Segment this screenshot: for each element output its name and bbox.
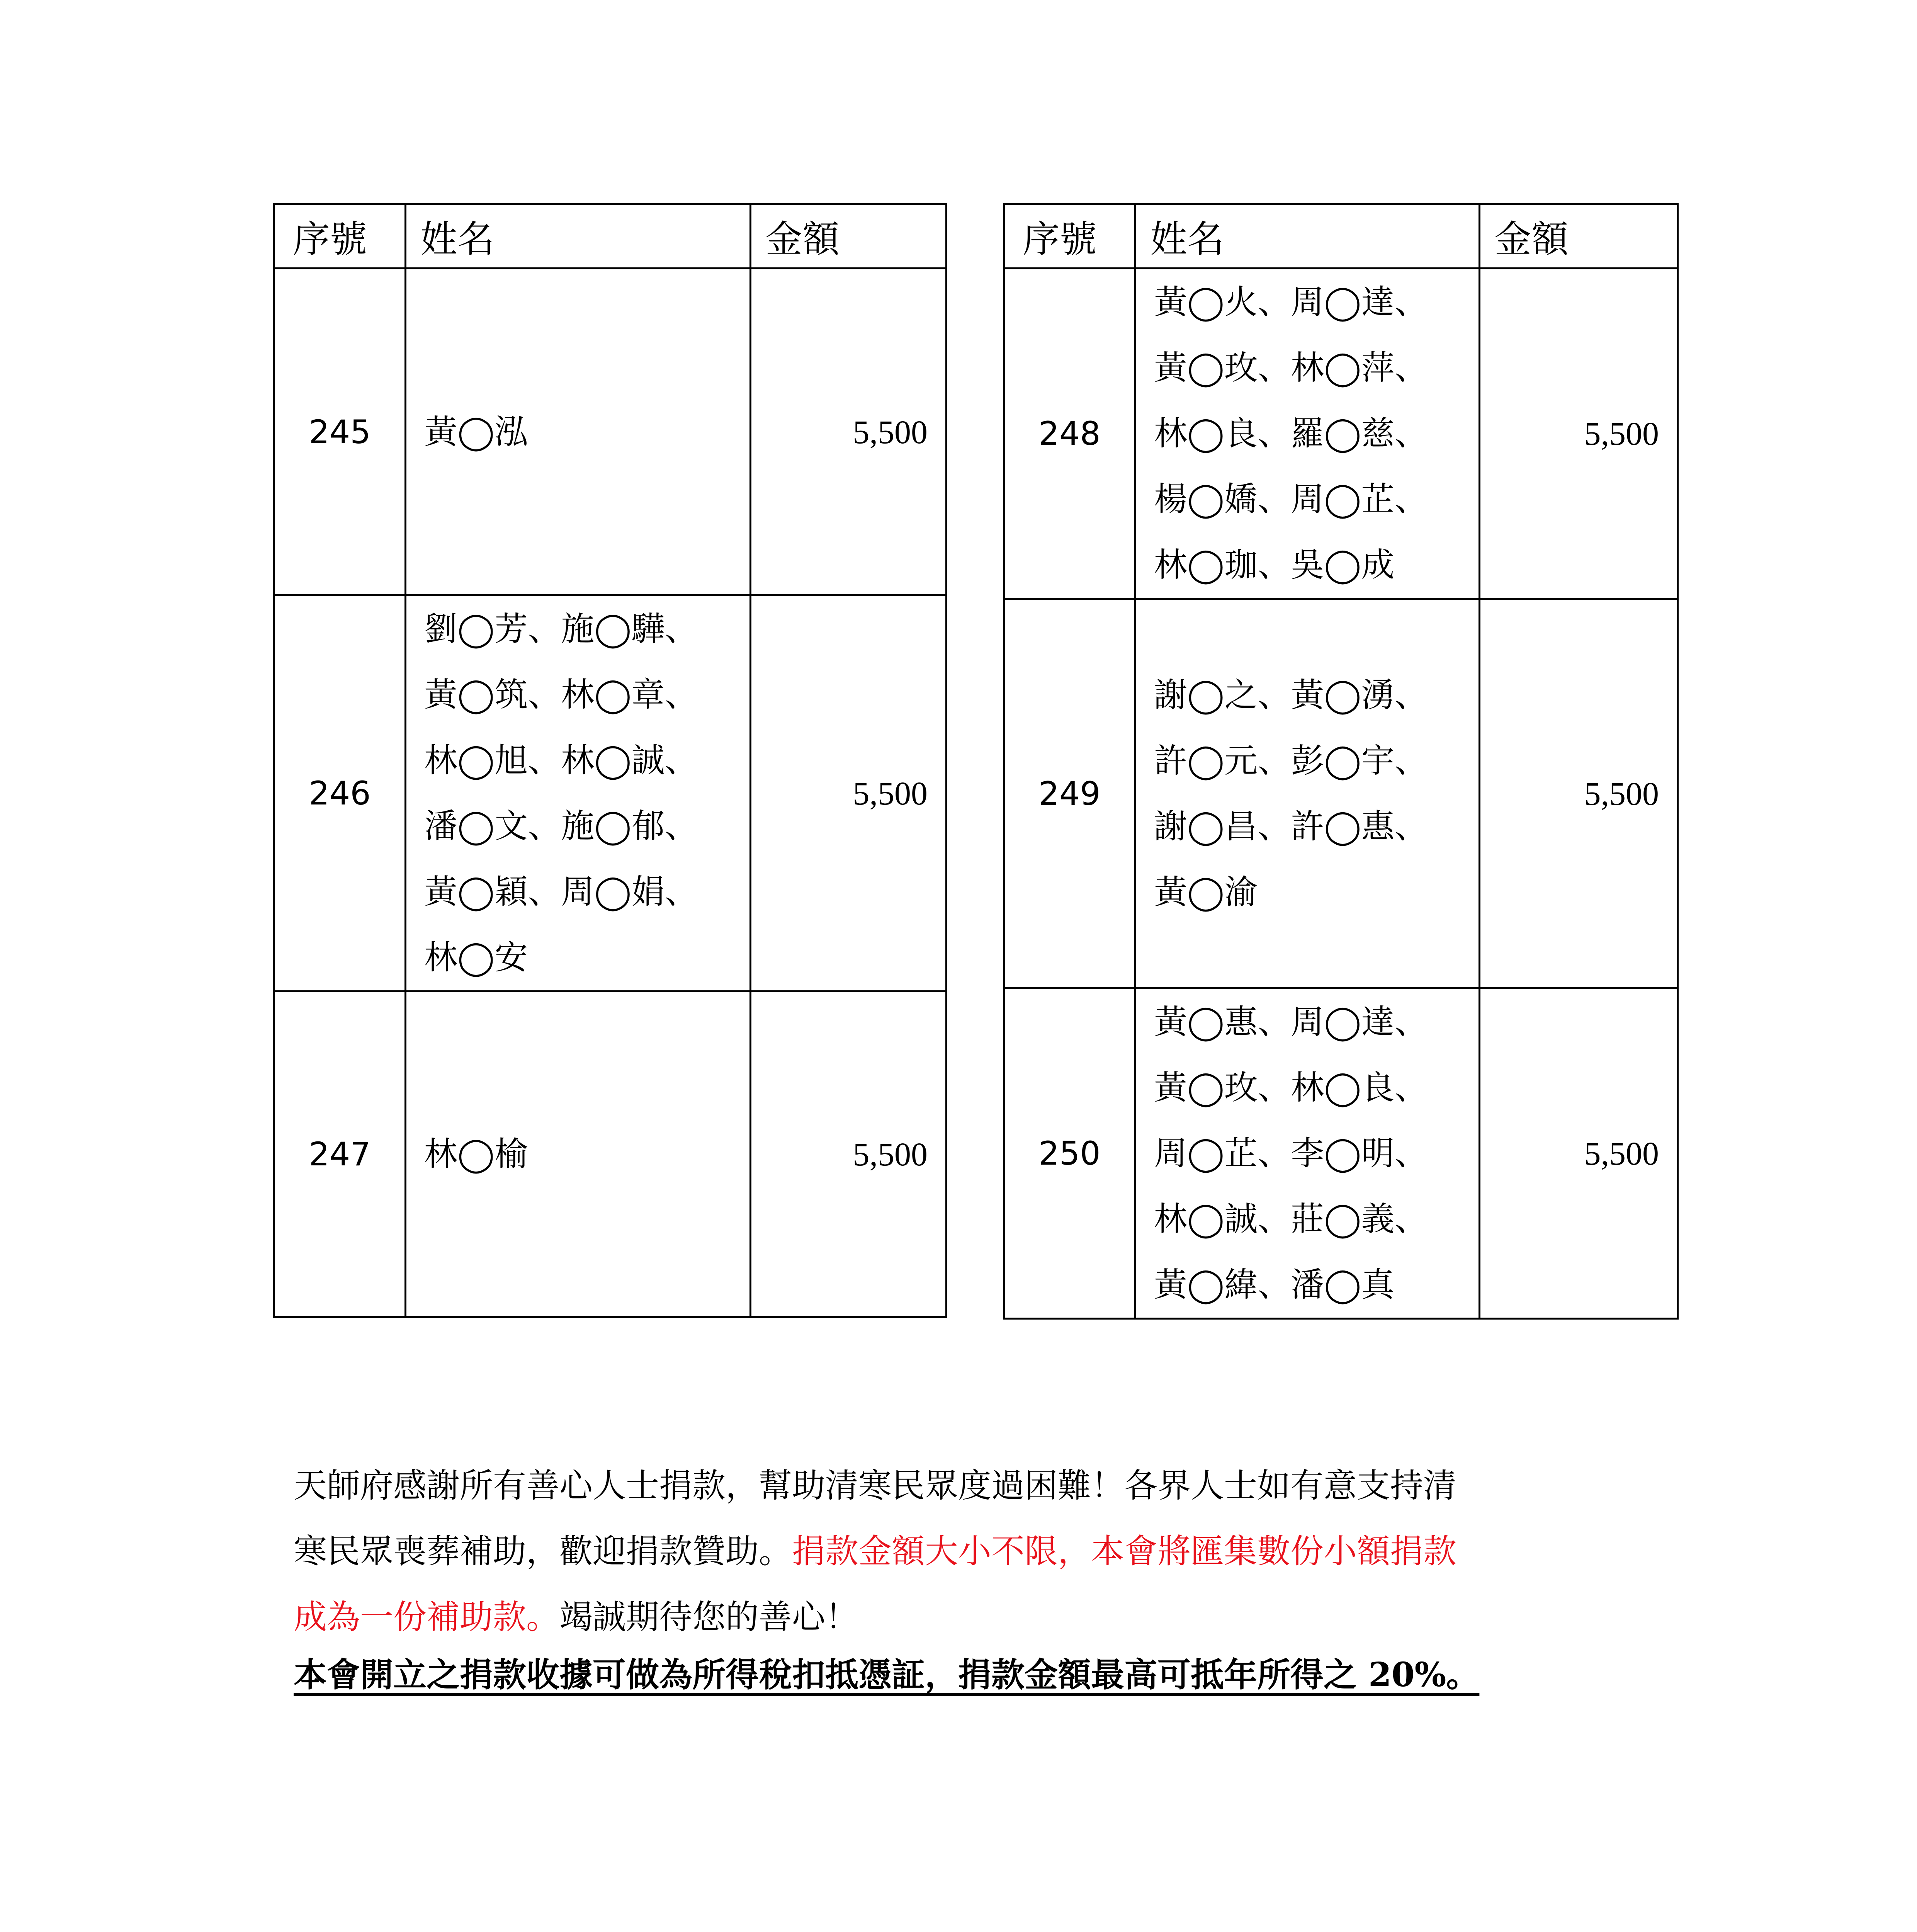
thanks-paragraph-line3 bbox=[294, 1584, 1646, 1650]
donor-names-line: 黃◯穎、周◯娟、 bbox=[424, 872, 698, 911]
donor-names-line: 黃◯火、周◯達、 bbox=[1154, 283, 1428, 321]
row-amount: 5,500 bbox=[1480, 269, 1678, 599]
thanks-text: 寒民眾喪葬補助，歡迎捐款贊助。 bbox=[294, 1532, 792, 1571]
row-no: 247 bbox=[274, 992, 406, 1317]
donation-table-right bbox=[1003, 203, 1679, 1320]
row-amount: 5,500 bbox=[751, 269, 947, 595]
row-names bbox=[1135, 269, 1480, 599]
donor-names-line: 林◯榆 bbox=[424, 1135, 528, 1173]
donor-names-line: 林◯誠、莊◯義、 bbox=[1154, 1200, 1428, 1238]
row-names bbox=[406, 269, 751, 595]
row-no: 246 bbox=[274, 595, 406, 992]
table-row bbox=[274, 992, 947, 1317]
donor-names-line: 林◯旭、林◯誠、 bbox=[424, 741, 698, 780]
donation-table-left bbox=[273, 203, 947, 1318]
donor-names-line: 黃◯玫、林◯良、 bbox=[1154, 1068, 1428, 1107]
row-no: 248 bbox=[1004, 269, 1135, 599]
donor-names-line: 周◯芷、李◯明、 bbox=[1154, 1134, 1428, 1173]
row-names bbox=[1135, 988, 1480, 1319]
donor-names-line: 林◯珈、吳◯成 bbox=[1154, 546, 1395, 584]
donor-names-line: 謝◯昌、許◯惠、 bbox=[1154, 807, 1428, 846]
donor-names-line: 黃◯緯、潘◯真 bbox=[1154, 1265, 1395, 1304]
donor-names-line: 楊◯嬌、周◯芷、 bbox=[1154, 480, 1428, 519]
table-row bbox=[1004, 988, 1678, 1319]
row-no: 250 bbox=[1004, 988, 1135, 1319]
header-no: 序號 bbox=[274, 204, 406, 269]
header-no: 序號 bbox=[1004, 204, 1135, 269]
donor-names-line: 許◯元、彭◯宇、 bbox=[1154, 741, 1428, 780]
row-no: 245 bbox=[274, 269, 406, 595]
table-row bbox=[1004, 269, 1678, 599]
thanks-paragraph-line2 bbox=[294, 1519, 1646, 1584]
donor-names-line: 黃◯玫、林◯萍、 bbox=[1154, 349, 1428, 387]
header-name: 姓名 bbox=[406, 204, 751, 269]
row-amount: 5,500 bbox=[751, 595, 947, 992]
donor-names-line: 林◯安 bbox=[424, 938, 528, 977]
thanks-paragraph-line1: 天師府感謝所有善心人士捐款，幫助清寒民眾度過困難！各界人士如有意支持清 bbox=[294, 1466, 1456, 1505]
row-amount: 5,500 bbox=[1480, 988, 1678, 1319]
donor-names-line: 劉◯芳、施◯驊、 bbox=[424, 610, 698, 648]
donor-names-line: 黃◯惠、周◯達、 bbox=[1154, 1003, 1428, 1041]
highlight-text: 捐款金額大小不限，本會將匯集數份小額捐款 bbox=[792, 1532, 1456, 1571]
tax-notice: 本會開立之捐款收據可做為所得稅扣抵憑証，捐款金額最高可抵年所得之 20%。 bbox=[294, 1655, 1480, 1694]
table-row bbox=[1004, 599, 1678, 988]
donor-names-line: 黃◯筑、林◯章、 bbox=[424, 675, 698, 714]
thanks-text: 竭誠期待您的善心！ bbox=[559, 1598, 858, 1636]
header-amount: 金額 bbox=[751, 204, 947, 269]
table-row bbox=[274, 269, 947, 595]
row-no: 249 bbox=[1004, 599, 1135, 988]
donor-names-line: 黃◯渝 bbox=[1154, 872, 1258, 912]
donor-names-line: 謝◯之、黃◯湧、 bbox=[1154, 675, 1428, 714]
donor-names-line: 林◯良、羅◯慈、 bbox=[1154, 414, 1428, 453]
donor-names-line: 黃◯泓 bbox=[424, 412, 528, 451]
table-row bbox=[274, 595, 947, 992]
row-amount: 5,500 bbox=[1480, 599, 1678, 988]
row-names bbox=[406, 595, 751, 992]
row-names bbox=[1135, 599, 1480, 988]
header-name: 姓名 bbox=[1135, 204, 1480, 269]
highlight-text: 成為一份補助款。 bbox=[294, 1598, 559, 1636]
donor-names-line: 潘◯文、施◯郁、 bbox=[424, 807, 698, 845]
row-names bbox=[406, 992, 751, 1317]
row-amount: 5,500 bbox=[751, 992, 947, 1317]
table-header-row bbox=[1004, 204, 1678, 269]
table-header-row bbox=[274, 204, 947, 269]
header-amount: 金額 bbox=[1480, 204, 1678, 269]
